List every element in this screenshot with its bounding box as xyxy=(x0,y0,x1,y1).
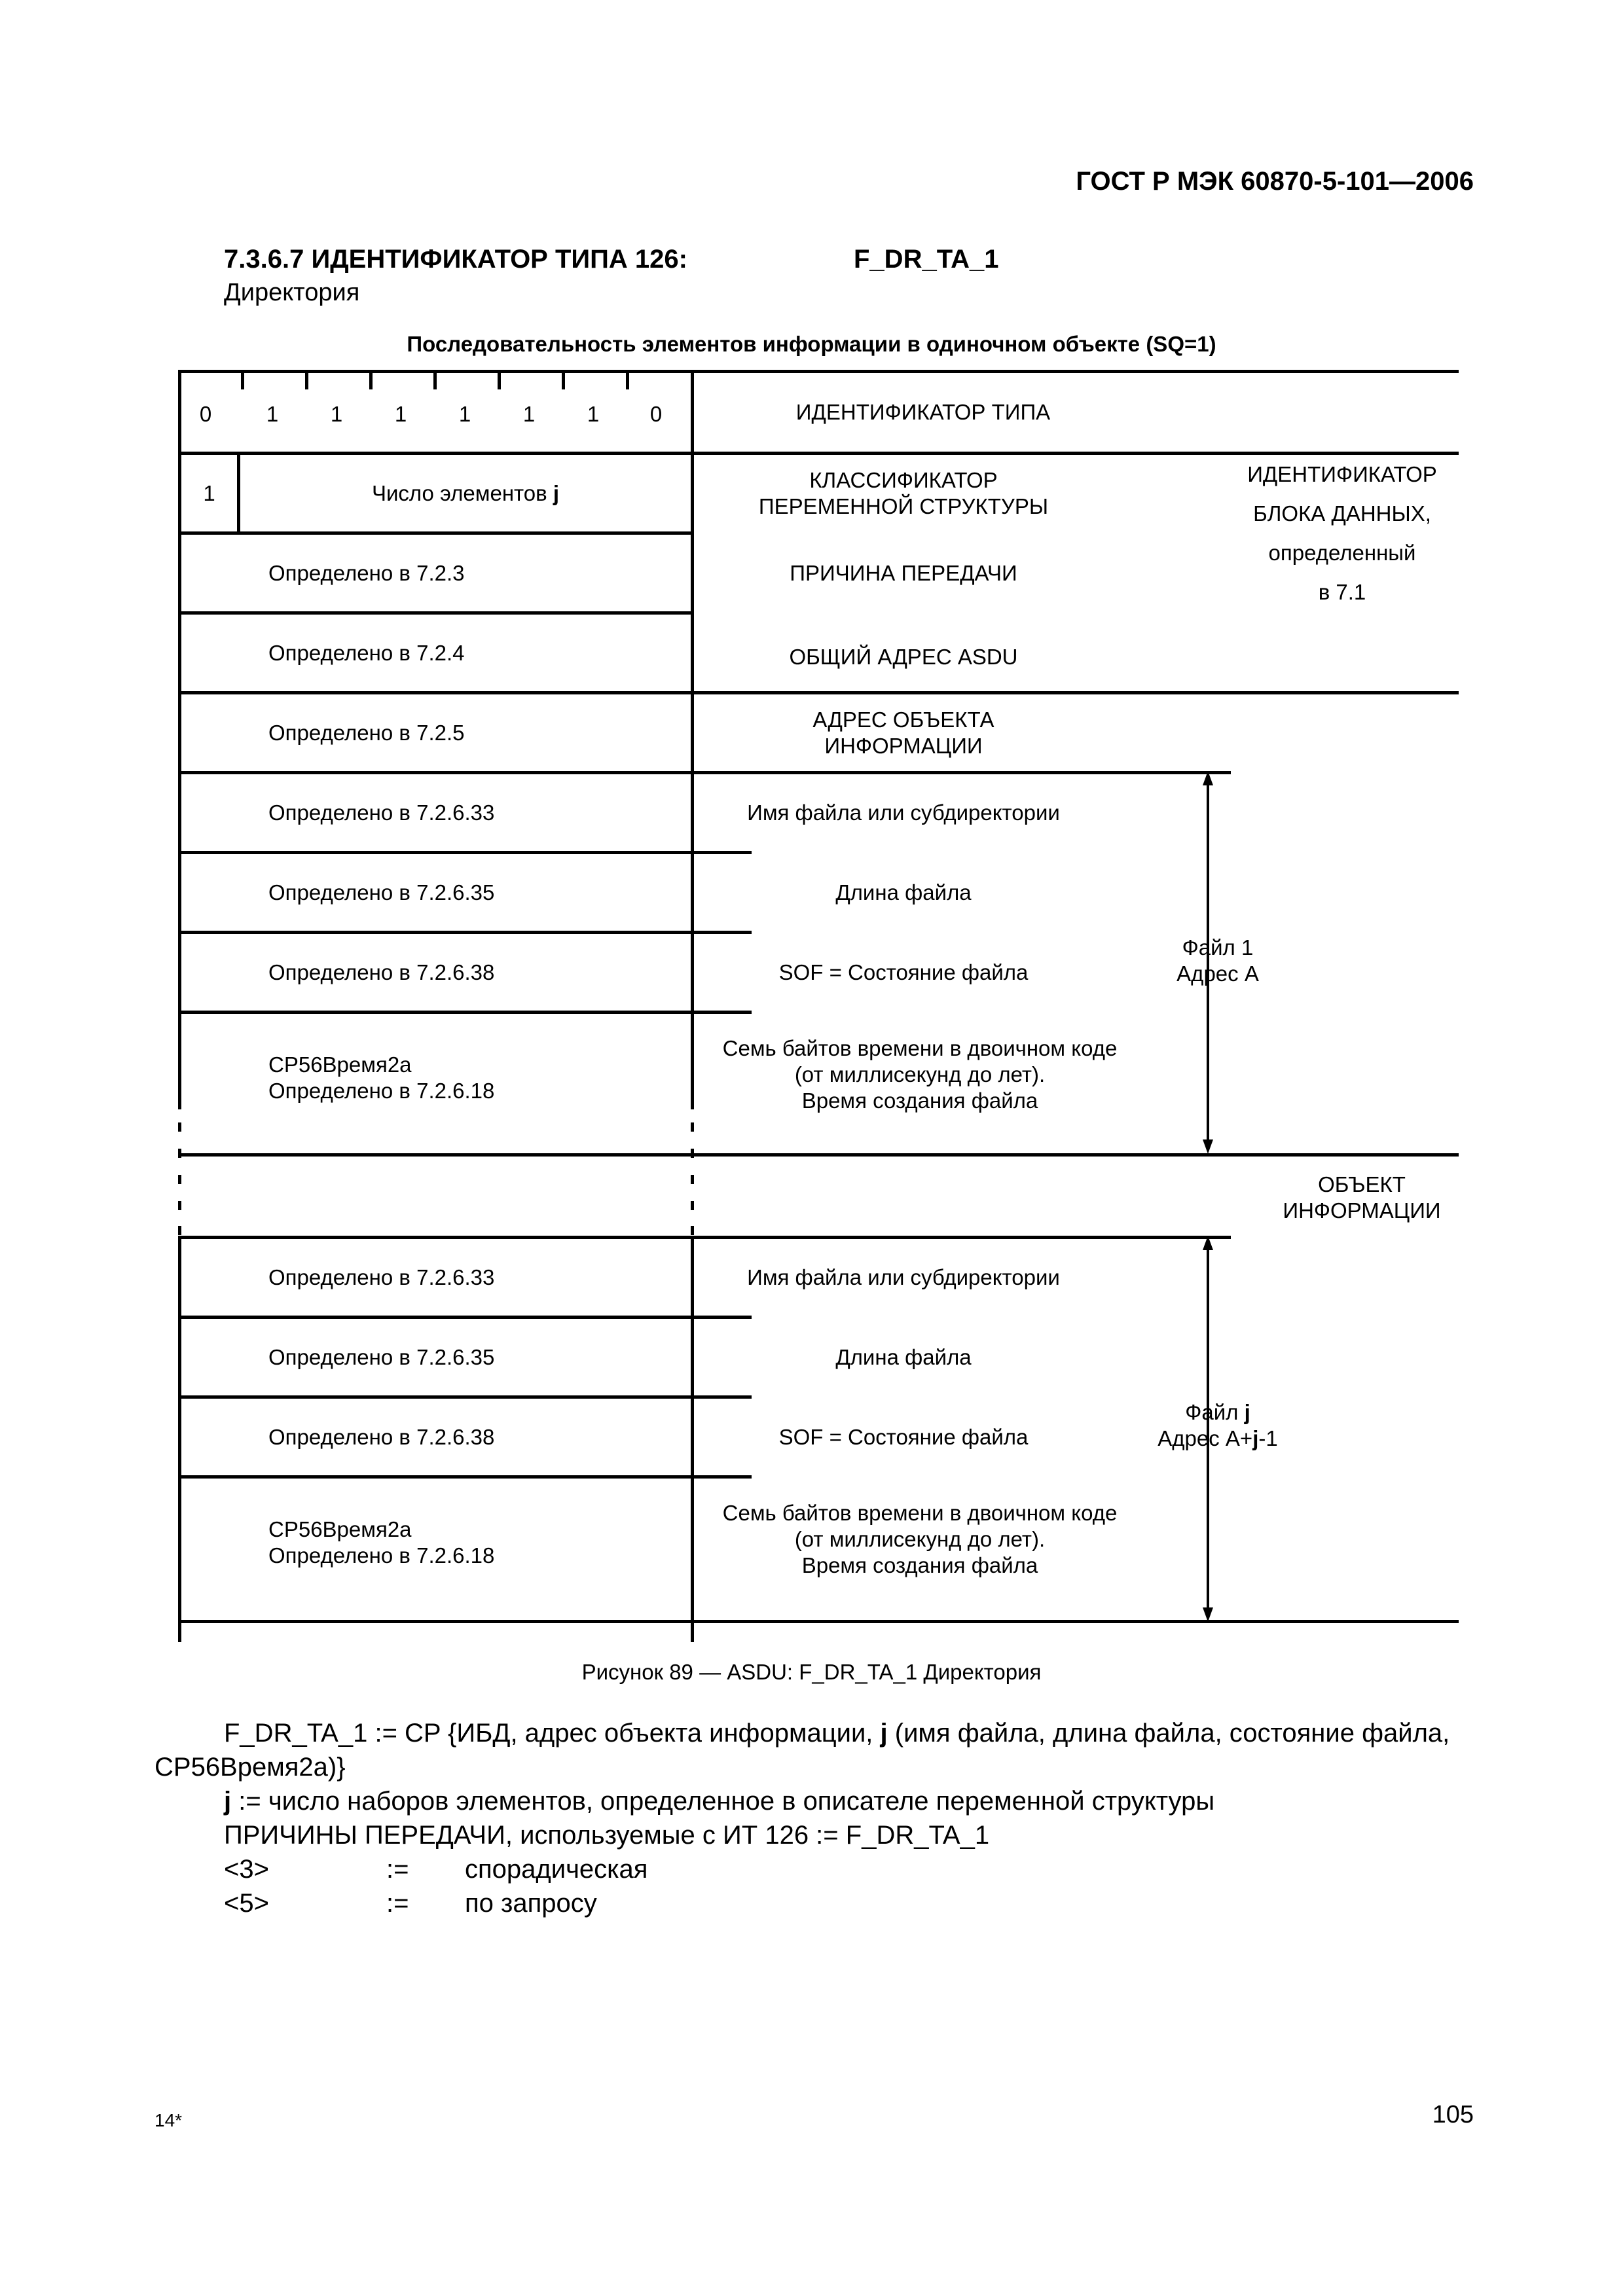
vsq-label: КЛАССИФИКАТОР ПЕРЕМЕННОЙ СТРУКТУРЫ xyxy=(758,467,1049,518)
bit-6: 1 xyxy=(330,402,343,426)
bit-2: 1 xyxy=(587,402,600,426)
type-id-label: ИДЕНТИФИКАТОР ТИПА xyxy=(795,400,1051,424)
frame-bottom xyxy=(178,1620,1459,1623)
dash-left xyxy=(178,1109,181,1239)
sof-label: SOF = Состояние файла xyxy=(778,960,1029,984)
standard-number: ГОСТ Р МЭК 60870-5-101—2006 xyxy=(1076,167,1474,196)
sof-label-j: SOF = Состояние файла xyxy=(778,1424,1029,1449)
cp56-def: CP56Время2а Определено в 7.2.6.18 xyxy=(268,1052,495,1103)
num-elements-cell: Число элементов j xyxy=(371,480,560,505)
cp56-def-j: CP56Время2а Определено в 7.2.6.18 xyxy=(268,1516,495,1568)
bit-8: 0 xyxy=(199,402,212,426)
def-725: Определено в 7.2.5 xyxy=(268,720,465,745)
def-72638: Определено в 7.2.6.38 xyxy=(268,960,495,984)
ioa-label: АДРЕС ОБЪЕКТА ИНФОРМАЦИИ xyxy=(812,707,994,758)
time-desc: Семь байтов времени в двоичном коде (от миллисекунд до лет). Время создания файла xyxy=(722,1035,1118,1113)
dui-label: ИДЕНТИФИКАТОР БЛОКА ДАННЫХ, определенный в 7.1 xyxy=(1247,462,1437,604)
causes-heading: ПРИЧИНЫ ПЕРЕДАЧИ, используемые с ИТ 126 := F_DR_TA_1 xyxy=(224,1821,990,1850)
page-number: 105 xyxy=(1432,2101,1474,2128)
sheet-mark: 14* xyxy=(155,2110,183,2130)
common-address-label: ОБЩИЙ АДРЕС ASDU xyxy=(789,644,1018,669)
cause-desc-3: спорадическая xyxy=(465,1855,648,1884)
definition-line1: F_DR_TA_1 := CP {ИБД, адрес объекта информации, j (имя файла, длина файла, состояние файла, xyxy=(224,1719,1450,1748)
info-object-label: ОБЪЕКТ ИНФОРМАЦИИ xyxy=(1283,1172,1441,1223)
bit-1: 0 xyxy=(649,402,663,426)
file1-label: Файл 1 Адрес А xyxy=(1176,935,1259,986)
definition-line2: CP56Время2а)} xyxy=(155,1753,346,1782)
bit-4: 1 xyxy=(458,402,471,426)
figure-caption-top: Последовательность элементов информации в одиночном объекте (SQ=1) xyxy=(407,332,1216,356)
def-72633: Определено в 7.2.6.33 xyxy=(268,800,495,825)
cot-label: ПРИЧИНА ПЕРЕДАЧИ xyxy=(790,560,1017,585)
section-title: 7.3.6.7 ИДЕНТИФИКАТОР ТИПА 126: xyxy=(224,245,687,274)
def-723: Определено в 7.2.3 xyxy=(268,560,465,585)
type-code: F_DR_TA_1 xyxy=(854,245,999,274)
filename-label: Имя файла или субдиректории xyxy=(747,800,1060,825)
filename-label-j: Имя файла или субдиректории xyxy=(747,1265,1060,1289)
def-72635: Определено в 7.2.6.35 xyxy=(268,880,495,905)
def-72638-j: Определено в 7.2.6.38 xyxy=(268,1424,495,1449)
bit-7: 1 xyxy=(266,402,279,426)
def-72635-j: Определено в 7.2.6.35 xyxy=(268,1344,495,1369)
sq-bit: 1 xyxy=(203,480,215,505)
def-724: Определено в 7.2.4 xyxy=(268,640,465,665)
j-definition: j := число наборов элементов, определенное в описателе переменной структуры xyxy=(224,1787,1215,1816)
cause-desc-5: по запросу xyxy=(465,1889,597,1918)
cause-code-3: <3> xyxy=(224,1855,269,1884)
cause-op-5: := xyxy=(386,1889,409,1918)
figure-caption: Рисунок 89 — ASDU: F_DR_TA_1 Директория xyxy=(581,1660,1042,1684)
def-72633-j: Определено в 7.2.6.33 xyxy=(268,1265,495,1289)
time-desc-j: Семь байтов времени в двоичном коде (от миллисекунд до лет). Время создания файла xyxy=(722,1500,1118,1577)
section-subtitle: Директория xyxy=(224,279,360,306)
bit-5: 1 xyxy=(394,402,407,426)
filelen-label-j: Длина файла xyxy=(835,1344,972,1369)
filelen-label: Длина файла xyxy=(835,880,972,905)
bit-3: 1 xyxy=(522,402,536,426)
cause-code-5: <5> xyxy=(224,1889,269,1918)
frame-left-lower xyxy=(178,1239,181,1642)
filej-label: Файл j Адрес А+j-1 xyxy=(1158,1400,1278,1450)
cause-op-3: := xyxy=(386,1855,409,1884)
